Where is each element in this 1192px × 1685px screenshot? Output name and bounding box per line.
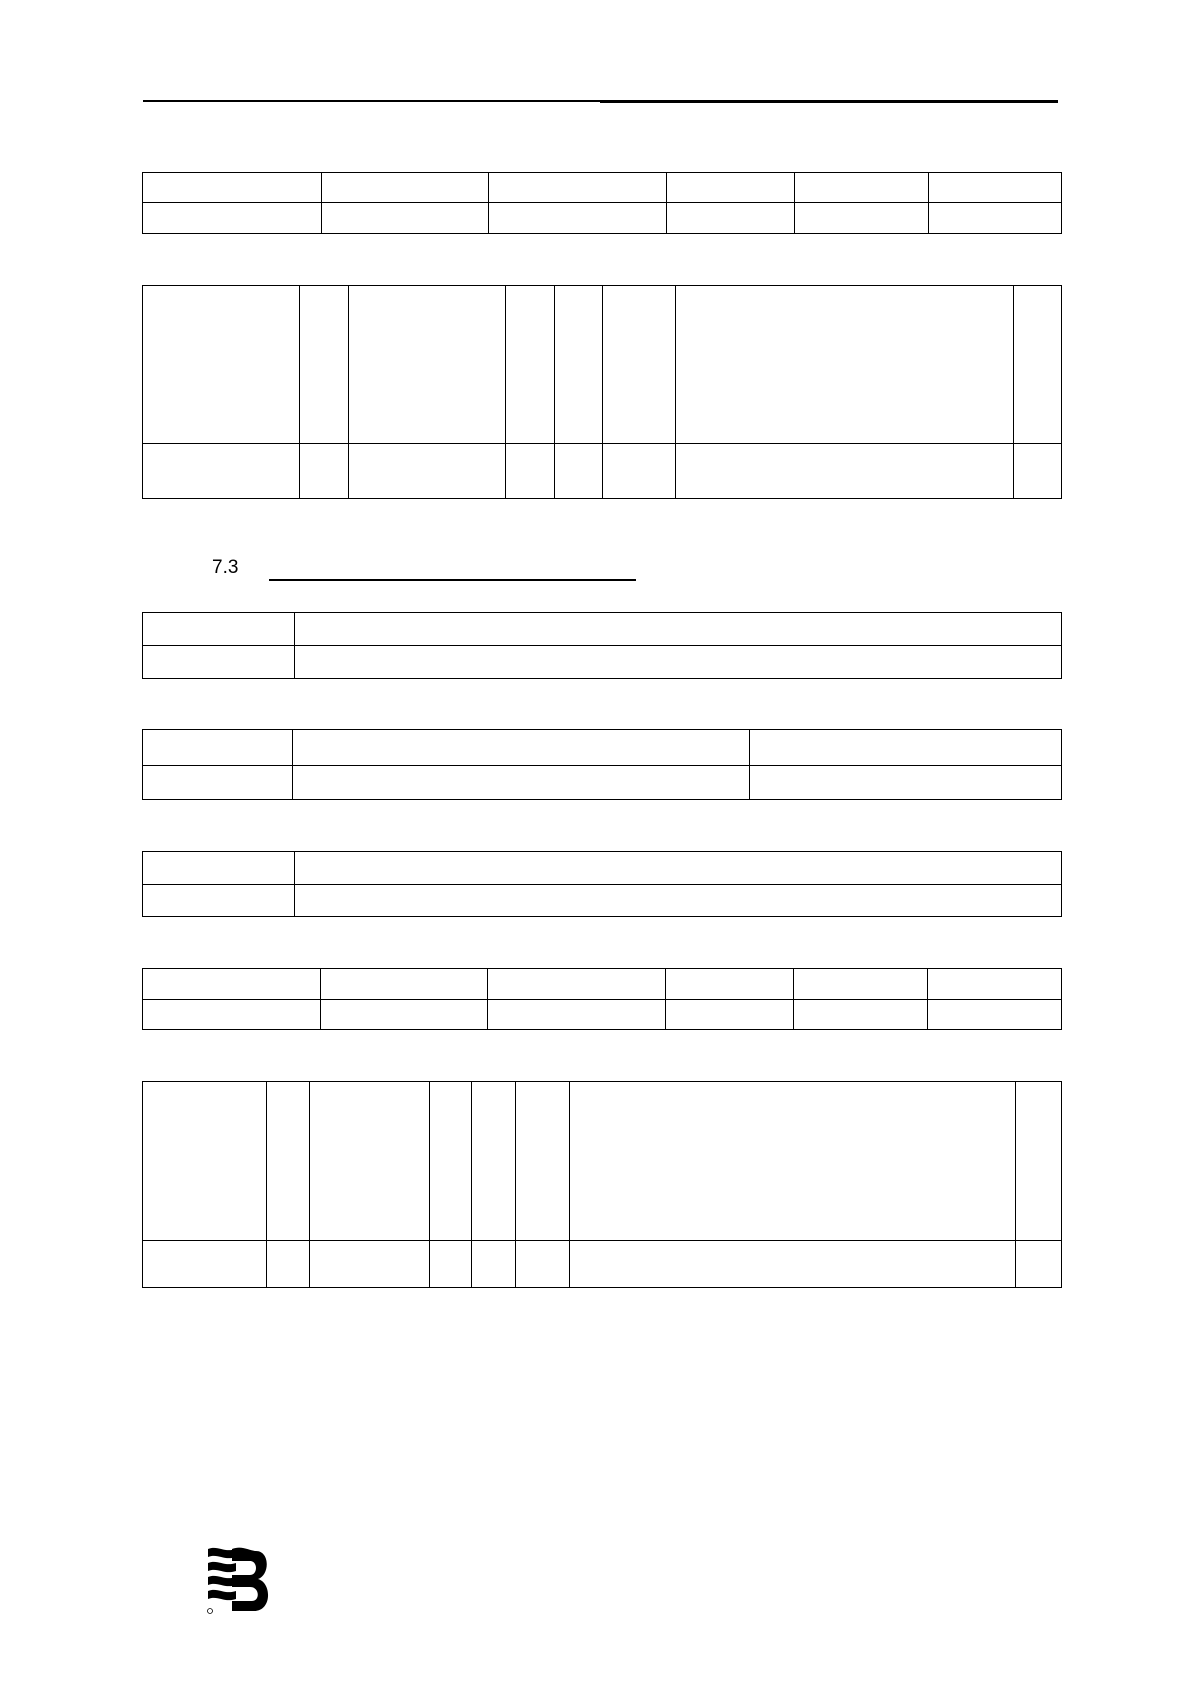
table-5 xyxy=(142,851,1062,917)
table-2 xyxy=(142,285,1062,499)
table-cell xyxy=(295,613,1062,646)
table-cell xyxy=(295,852,1062,885)
table-cell xyxy=(750,730,1062,766)
table-cell xyxy=(516,1241,570,1288)
table-cell xyxy=(300,286,349,444)
table-cell xyxy=(143,852,295,885)
table-cell xyxy=(488,1000,666,1030)
table-cell xyxy=(750,766,1062,800)
table-cell xyxy=(570,1241,1016,1288)
table-cell xyxy=(555,444,603,499)
table-cell xyxy=(795,203,929,234)
table-cell xyxy=(795,173,929,203)
table-cell xyxy=(666,969,794,1000)
table-cell xyxy=(506,286,555,444)
table-cell xyxy=(295,646,1062,679)
table-cell xyxy=(143,646,295,679)
table-cell xyxy=(293,766,750,800)
table-cell xyxy=(143,969,321,1000)
table-cell xyxy=(794,969,928,1000)
table-cell xyxy=(143,766,293,800)
section-number: 7.3 xyxy=(212,557,239,578)
table-cell xyxy=(929,173,1062,203)
company-logo-icon xyxy=(206,1545,272,1617)
table-cell xyxy=(489,203,667,234)
table-cell xyxy=(489,173,667,203)
table-3 xyxy=(142,612,1062,679)
table-cell xyxy=(143,203,322,234)
table-6 xyxy=(142,968,1062,1030)
table-1 xyxy=(142,172,1062,234)
table-cell xyxy=(143,1082,267,1241)
table-cell xyxy=(676,444,1014,499)
table-cell xyxy=(430,1241,472,1288)
table-cell xyxy=(472,1082,516,1241)
table-cell xyxy=(293,730,750,766)
table-cell xyxy=(929,203,1062,234)
table-cell xyxy=(349,444,506,499)
table-cell xyxy=(143,613,295,646)
table-cell xyxy=(928,1000,1062,1030)
table-cell xyxy=(295,885,1062,917)
table-cell xyxy=(928,969,1062,1000)
table-cell xyxy=(322,173,489,203)
table-cell xyxy=(516,1082,570,1241)
table-cell xyxy=(267,1241,310,1288)
table-cell xyxy=(143,730,293,766)
table-cell xyxy=(310,1082,430,1241)
table-cell xyxy=(300,444,349,499)
table-cell xyxy=(349,286,506,444)
table-cell xyxy=(143,1241,267,1288)
table-cell xyxy=(143,173,322,203)
table-cell xyxy=(1016,1082,1062,1241)
table-cell xyxy=(143,444,300,499)
table-cell xyxy=(1014,286,1062,444)
table-cell xyxy=(321,969,488,1000)
table-cell xyxy=(667,173,795,203)
table-cell xyxy=(430,1082,472,1241)
table-cell xyxy=(667,203,795,234)
table-cell xyxy=(322,203,489,234)
table-cell xyxy=(603,444,676,499)
header-rule-thick xyxy=(600,100,1058,103)
table-cell xyxy=(794,1000,928,1030)
table-cell xyxy=(310,1241,430,1288)
table-cell xyxy=(143,1000,321,1030)
table-cell xyxy=(488,969,666,1000)
table-cell xyxy=(603,286,676,444)
table-cell xyxy=(570,1082,1016,1241)
table-cell xyxy=(143,885,295,917)
table-cell xyxy=(472,1241,516,1288)
table-cell xyxy=(555,286,603,444)
table-4 xyxy=(142,729,1062,800)
table-cell xyxy=(321,1000,488,1030)
table-cell xyxy=(267,1082,310,1241)
table-cell xyxy=(506,444,555,499)
table-cell xyxy=(1016,1241,1062,1288)
table-cell xyxy=(666,1000,794,1030)
section-title xyxy=(269,557,636,581)
table-cell xyxy=(1014,444,1062,499)
table-cell xyxy=(143,286,300,444)
table-cell xyxy=(676,286,1014,444)
table-7 xyxy=(142,1081,1062,1288)
header-rule xyxy=(143,100,600,102)
